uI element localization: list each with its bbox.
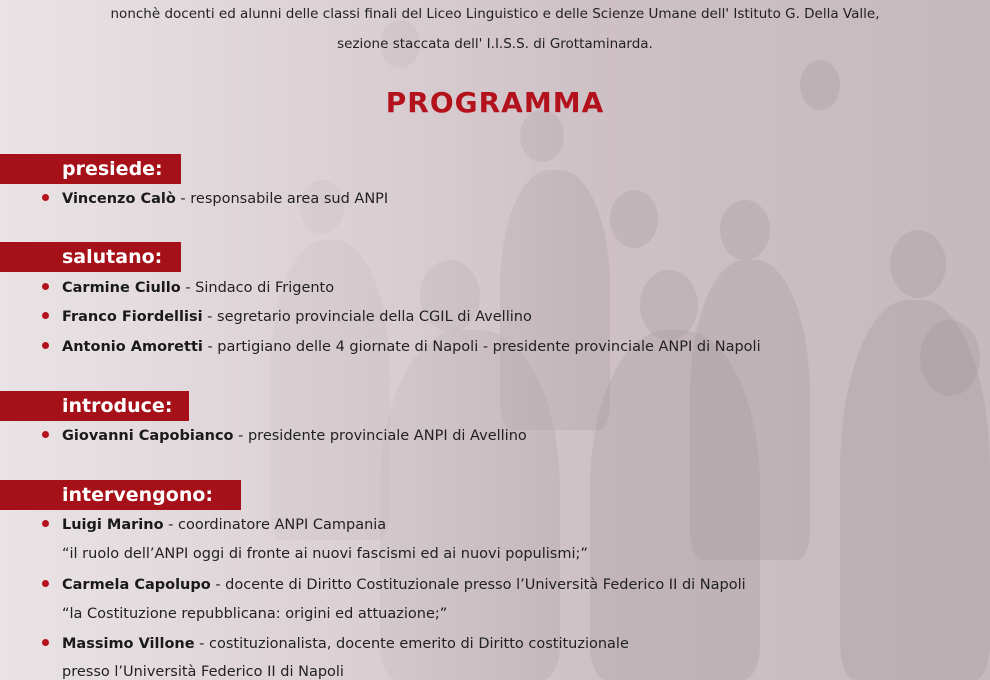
speaker-name: Carmine Ciullo xyxy=(62,280,181,296)
page-title: PROGRAMMA xyxy=(385,86,605,119)
bullet-icon xyxy=(42,342,49,349)
speaker-role: - costituzionalista, docente emerito di Diritto costituzionale xyxy=(194,636,629,652)
speaker-role: - Sindaco di Frigento xyxy=(180,280,335,296)
speaker-name: Carmela Capolupo xyxy=(62,577,211,593)
bullet-icon xyxy=(42,312,49,319)
speaker-role: - partigiano delle 4 giornate di Napoli - presidente provinciale ANPI di Napoli xyxy=(202,339,761,355)
list-item xyxy=(42,428,527,444)
intro-line-2: sezione staccata dell' I.I.S.S. di Grottaminarda. xyxy=(337,36,653,52)
list-item xyxy=(42,636,629,652)
speaker-affiliation: presso l’Università Federico II di Napoli xyxy=(62,664,344,680)
list-item xyxy=(42,577,746,593)
speaker-role: - coordinatore ANPI Campania xyxy=(163,517,387,533)
talk-topic: “la Costituzione repubblicana: origini ed attuazione;” xyxy=(62,606,448,622)
list-item xyxy=(42,309,532,325)
speaker-name: Antonio Amoretti xyxy=(62,339,203,355)
speaker-role: - presidente provinciale ANPI di Avellino xyxy=(233,428,527,444)
bullet-icon xyxy=(42,520,49,527)
speaker-name: Vincenzo Calò xyxy=(62,191,176,207)
list-item xyxy=(42,280,334,296)
section-heading-introduce: introduce: xyxy=(0,391,189,421)
section-heading-salutano: salutano: xyxy=(0,242,181,272)
bullet-icon xyxy=(42,639,49,646)
speaker-role: - docente di Diritto Costituzionale presso l’Università Federico II di Napoli xyxy=(210,577,746,593)
bullet-icon xyxy=(42,283,49,290)
speaker-name: Giovanni Capobianco xyxy=(62,428,234,444)
section-heading-presiede: presiede: xyxy=(0,154,181,184)
talk-topic: “il ruolo dell’ANPI oggi di fronte ai nuovi fascismi ed ai nuovi populismi;” xyxy=(62,546,588,562)
intro-line-1: nonchè docenti ed alunni delle classi finali del Liceo Linguistico e delle Scienze Umane dell' Istituto G. Della Valle, xyxy=(110,6,880,22)
speaker-name: Massimo Villone xyxy=(62,636,195,652)
bullet-icon xyxy=(42,431,49,438)
section-heading-intervengono: intervengono: xyxy=(0,480,241,510)
speaker-role: - responsabile area sud ANPI xyxy=(175,191,389,207)
speaker-role: - segretario provinciale della CGIL di Avellino xyxy=(202,309,532,325)
speaker-name: Franco Fiordellisi xyxy=(62,309,203,325)
list-item xyxy=(42,339,761,355)
list-item xyxy=(42,191,388,207)
bullet-icon xyxy=(42,580,49,587)
speaker-name: Luigi Marino xyxy=(62,517,164,533)
bullet-icon xyxy=(42,194,49,201)
list-item xyxy=(42,517,386,533)
